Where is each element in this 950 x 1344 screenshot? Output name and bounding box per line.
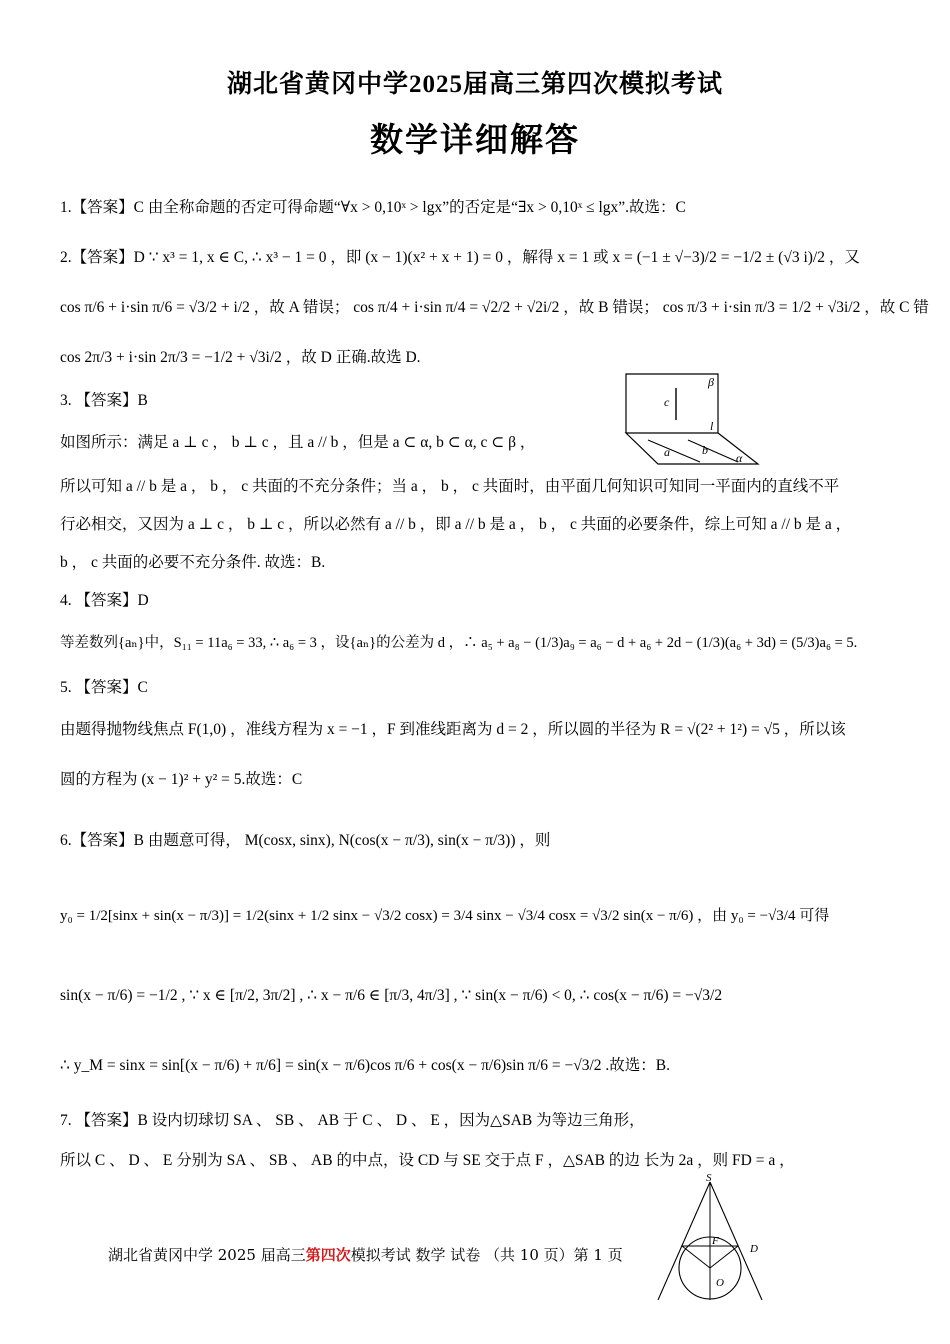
label-beta: β xyxy=(708,375,714,389)
answer-6-line-4: ∴ y_M = sinx = sin[(x − π/6) + π/6] = sin(x − π/6)cos π/6 + cos(x − π/6)sin π/6 = −√3/2 .故选：B. xyxy=(60,1057,670,1074)
answer-4-heading: 4. 【答案】D xyxy=(60,592,149,609)
answer-5-line-2: 圆的方程为 (x − 1)² + y² = 5.故选：C xyxy=(60,771,303,788)
answer-5-heading: 5. 【答案】C xyxy=(60,679,148,696)
answer-2-line-1: 2.【答案】D ∵ x³ = 1, x ∈ C, ∴ x³ − 1 = 0 ，即 (x − 1)(x² + x + 1) = 0 ，解得 x = 1 或 x = (−1 ± √−3)/2 = −1/2 ± (√3 i)/2 ，又 xyxy=(60,249,860,266)
label-a: a xyxy=(664,445,670,459)
label-c: c xyxy=(664,395,670,409)
page-subtitle: 数学详细解答 xyxy=(370,123,580,159)
answer-5-line-1: 由题得抛物线焦点 F(1,0) ，准线方程为 x = −1 ，F 到准线距离为 d = 2 ，所以圆的半径为 R = √(2² + 1²) = √5 ，所以该 xyxy=(60,721,846,738)
footer-suffix: 模拟考试 数学 试卷 （共 10 页）第 1 页 xyxy=(350,1246,623,1264)
answer-7-line-2: 所以 C 、 D 、 E 分别为 SA 、 SB 、 AB 的中点，设 CD 与 SE 交于点 F ，△SAB 的边 长为 2a ，则 FD = a ， xyxy=(60,1152,795,1169)
label-S: S xyxy=(706,1172,712,1184)
label-O: O xyxy=(716,1277,724,1289)
answer-2-line-2: cos π/6 + i·sin π/6 = √3/2 + i/2 ，故 A 错误； cos π/4 + i·sin π/4 = √2/2 + √2i/2 ，故 B 错误； cos π/3 + i·sin π/3 = 1/2 + √3i/2 ，故 C 错 xyxy=(60,299,929,316)
answer-6-line-2: y₀ = 1/2[sinx + sin(x − π/3)] = 1/2(sinx + 1/2 sinx − √3/2 cosx) = 3/4 sinx − √3/4 cosx = √3/2 sin(x − π/6) ，由 y₀ = −√3/4 可得 xyxy=(60,908,830,924)
answer-6-line-1: 6.【答案】B 由题意可得， M(cosx, sinx), N(cos(x − π/3), sin(x − π/3)) ，则 xyxy=(60,832,551,849)
answer-3-line-4: b ， c 共面的必要不充分条件. 故选：B. xyxy=(60,554,326,571)
answer-2-line-3: cos 2π/3 + i·sin 2π/3 = −1/2 + √3i/2 ，故 D 正确.故选 D. xyxy=(60,349,421,366)
answer-7-line-1: 7. 【答案】B 设内切球切 SA 、 SB 、 AB 于 C 、 D 、 E ，因为△SAB 为等边三角形， xyxy=(60,1112,645,1129)
answer-3-line-2: 所以可知 a // b 是 a ， b ， c 共面的不充分条件；当 a ， b ， c 共面时，由平面几何知识可知同一平面内的直线不平 xyxy=(60,478,840,495)
answer-3-heading: 3. 【答案】B xyxy=(60,392,148,409)
page-footer xyxy=(108,1244,623,1265)
answer-4-line-1: 等差数列{aₙ}中，S₁₁ = 11a₆ = 33, ∴ a₆ = 3 ，设{aₙ}的公差为 d ，∴ a₅ + a₈ − (1/3)a₉ = a₆ − d + a₆ + 2d − (1/3)(a₆ + 3d) = (5/3)a₆ = 5. xyxy=(60,635,858,651)
label-alpha: α xyxy=(736,451,743,465)
inscribed-sphere-diagram xyxy=(640,1172,780,1300)
footer-prefix: 湖北省黄冈中学 2025 届高三 xyxy=(108,1246,306,1264)
label-l: l xyxy=(710,419,714,433)
answer-6-line-3: sin(x − π/6) = −1/2 , ∵ x ∈ [π/2, 3π/2] , ∴ x − π/6 ∈ [π/3, 4π/3] , ∵ sin(x − π/6) < 0, ∴ cos(x − π/6) = −√3/2 xyxy=(60,987,723,1004)
planes-diagram xyxy=(618,368,768,468)
label-D: D xyxy=(750,1243,758,1255)
answer-3-line-1: 如图所示：满足 a ⊥ c ， b ⊥ c ，且 a // b ，但是 a ⊂ α, b ⊂ α, c ⊂ β ， xyxy=(60,434,536,451)
footer-highlight: 第四次 xyxy=(305,1246,351,1264)
page-title: 湖北省黄冈中学2025届高三第四次模拟考试 xyxy=(226,71,723,98)
answer-1: 1.【答案】C 由全称命题的否定可得命题“∀x > 0,10ˣ > lgx”的否定是“∃x > 0,10ˣ ≤ lgx”.故选：C xyxy=(60,199,686,216)
label-F: F xyxy=(712,1235,719,1247)
answer-3-line-3: 行必相交，又因为 a ⊥ c ， b ⊥ c ，所以必然有 a // b ，即 a // b 是 a ， b ， c 共面的必要条件，综上可知 a // b 是 a ， xyxy=(60,516,852,533)
label-b: b xyxy=(702,443,708,457)
